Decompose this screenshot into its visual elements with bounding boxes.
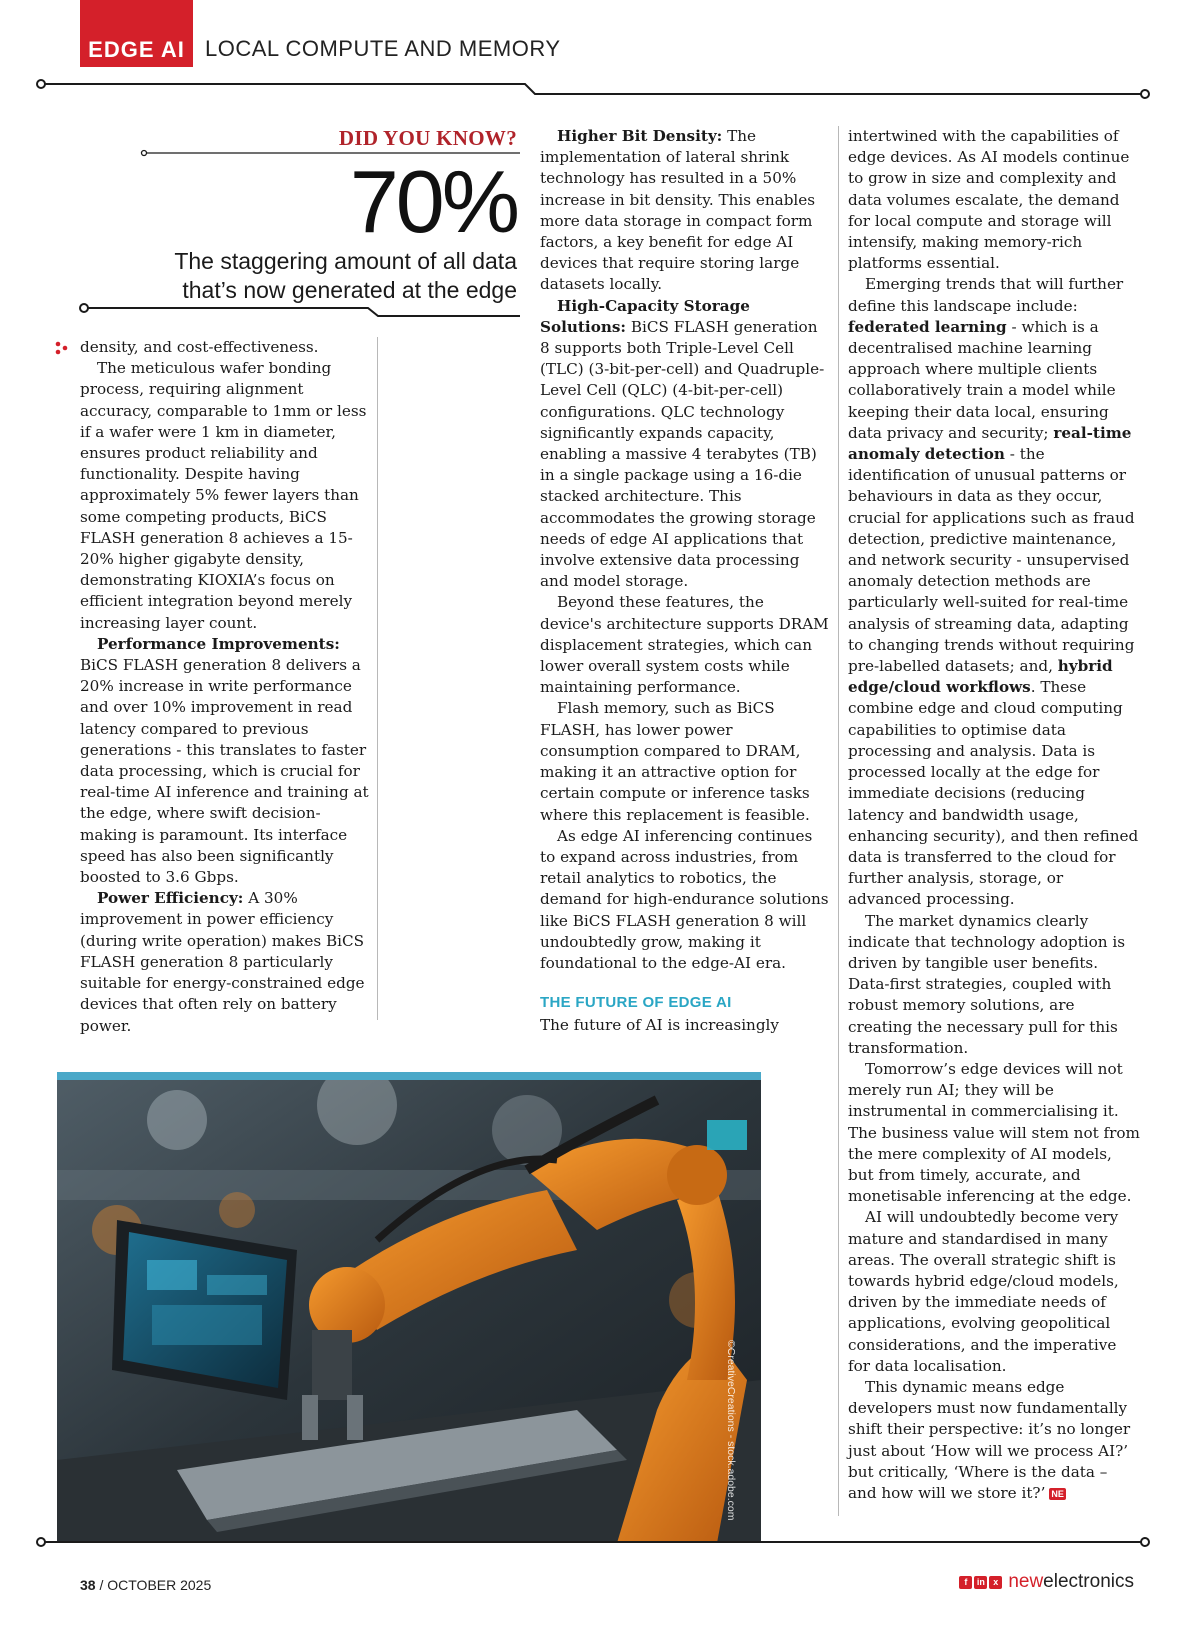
paragraph-body: - which is a decentralised machine learning approach where multiple clients collaboratively train a model while keeping their data local, ensuring data privacy and security; (848, 317, 1116, 442)
paragraph-body: This dynamic means edge developers must now fundamentally shift their perspective: it’s no longer just about ‘How will we process AI?’ but critically, ‘Where is the data – and how will we store it?’ (848, 1377, 1131, 1502)
publication-brand (959, 1571, 1134, 1593)
paragraph-heading: Power Efficiency: (97, 889, 244, 908)
paragraph-body: A 30% improvement in power efficiency (during write operation) makes BiCS FLASH generation 8 particularly suitable for energy-constrained edge devices that often rely on battery power. (80, 889, 365, 1035)
article-column-2 (540, 126, 830, 1037)
bottom-rule (0, 1535, 1200, 1549)
issue-date: OCTOBER 2025 (107, 1577, 212, 1593)
photo-credit: ©CreativeCreations - stock.adobe.com (725, 1340, 737, 1521)
paragraph: density, and cost-effectiveness. (80, 338, 319, 356)
paragraph-body: - the identification of unusual patterns or behaviours in data as they occur, crucial for applications such as fraud detection, predictive maintenance, and network security - unsupervised anomaly detection methods are particularly well-suited for real-time analysis of streaming data, adapting to changing trends without requiring pre-labelled datasets; and, (848, 445, 1135, 676)
paragraph (848, 1377, 1140, 1504)
facebook-icon: f (959, 1576, 972, 1589)
article-column-3 (848, 126, 1140, 1504)
subheading: THE FUTURE OF EDGE AI (540, 994, 732, 1012)
paragraph-body: BiCS FLASH generation 8 supports both Triple-Level Cell (TLC) (3-bit-per-cell) and Quadruple-Level Cell (QLC) (4-bit-per-cell) configurations. QLC technology significantly expands capacity, enabling a massive 4 terabytes (TB) in a single package using a 16-die stacked architecture. This accommodates the growing storage needs of edge AI applications that involve extensive data processing and model storage. (540, 317, 825, 591)
key-term: hybrid edge/cloud workflows (848, 657, 1113, 697)
paragraph: Beyond these features, the device's architecture supports DRAM displacement strategies, which can lower overall system costs while maintaining performance. (540, 593, 829, 697)
paragraph-heading: High-Capacity Storage Solutions: (540, 296, 750, 336)
article-column-1 (80, 337, 370, 1037)
paragraph (540, 296, 830, 593)
paragraph-heading: Higher Bit Density: (557, 127, 723, 145)
paragraph: intertwined with the capabilities of edge devices. As AI models continue to grow in size and complexity and data volumes escalate, the demand for local compute and storage will intensify, making memory-rich platforms essential. (848, 127, 1130, 273)
page-number: 38 (80, 1577, 96, 1593)
folio-separator: / (95, 1577, 108, 1593)
paragraph (848, 274, 1140, 910)
brand-wordmark (1008, 1571, 1134, 1593)
paragraph-body: The implementation of lateral shrink technology has resulted in a 50% increase in bit density. This enables more data storage in compact form factors, a key benefit for edge AI devices that require storing large datasets locally. (540, 127, 816, 294)
continuation-dots-icon (55, 341, 69, 355)
brand-prefix: new (1008, 1571, 1044, 1592)
callout-rule-bottom (78, 300, 520, 320)
paragraph: The future of AI is increasingly (540, 1016, 779, 1035)
paragraph: AI will undoubtedly become very mature and standardised in many areas. The overall strategic shift is towards hybrid edge/cloud models, driven by the immediate needs of applications, evolving geopolitical considerations, and the imperative for data localisation. (848, 1208, 1119, 1375)
paragraph: As edge AI inferencing continues to expand across industries, from retail analytics to robotics, the demand for high-endurance solutions like BiCS FLASH generation 8 will undoubtedly grow, making it foundational to the edge-AI era. (540, 826, 829, 972)
paragraph-body: BiCS FLASH generation 8 delivers a 20% increase in write performance and over 10% improvement in read latency compared to previous generations - this translates to faster data processing, which is crucial for real-time AI inference and training at the edge, where swift decision-making is paramount. Its interface speed has also been significantly boosted to 3.6 Gbps. (80, 656, 369, 887)
callout-stat: 70% (349, 152, 517, 251)
column-divider (838, 126, 839, 1516)
paragraph-body: Emerging trends that will further define this landscape include: (848, 275, 1124, 315)
paragraph (80, 634, 370, 888)
top-rule (0, 0, 1200, 100)
paragraph: The meticulous wafer bonding process, requiring alignment accuracy, comparable to 1mm or less if a wafer were 1 km in diameter, ensures product reliability and functionality. Despite having approximately 5% fewer layers than some competing products, BiCS FLASH generation 8 achieves a 15-20% higher gigabyte density, demonstrating KIOXIA’s focus on efficient integration beyond merely increasing layer count. (80, 359, 367, 632)
x-icon: x (989, 1576, 1002, 1589)
paragraph: The market dynamics clearly indicate that technology adoption is driven by tangible user benefits. Data-first strategies, coupled with robust memory solutions, are creating the necessary pull for this transformation. (848, 911, 1126, 1057)
key-term: federated learning (848, 317, 1007, 336)
end-of-article-icon: NE (1051, 1489, 1064, 1499)
did-you-know-callout (0, 0, 1, 1)
paragraph: Flash memory, such as BiCS FLASH, has lower power consumption compared to DRAM, making it an attractive option for certain compute or inference tasks where this replacement is feasible. (540, 699, 810, 824)
linkedin-icon: in (974, 1576, 987, 1589)
section-tag: EDGE AI (80, 0, 193, 67)
paragraph (80, 888, 370, 1036)
key-term: real-time anomaly detection (848, 423, 1132, 464)
paragraph-heading: Performance Improvements: (97, 634, 340, 653)
page-folio (80, 1577, 211, 1593)
paragraph-body: . These combine edge and cloud computing capabilities to optimise data processing and analysis. Data is processed locally at the edge for immediate decisions (reducing latency and bandwidth usage, enhancing security), and then refined data is transferred to the cloud for further analysis, storage, or advanced processing. (848, 678, 1139, 909)
robot-arm-photo (57, 1080, 761, 1543)
callout-caption: The staggering amount of all data that’s now generated at the edge (174, 248, 517, 303)
brand-suffix: electronics (1043, 1571, 1134, 1592)
paragraph: Tomorrow’s edge devices will not merely run AI; they will be instrumental in commercialising it. The business value will stem not from the mere complexity of AI models, but from timely, accurate, and monetisable inferencing at the edge. (848, 1059, 1140, 1206)
callout-label: DID YOU KNOW? (338, 126, 517, 150)
paragraph (540, 126, 830, 296)
column-divider (377, 337, 378, 1020)
section-title: LOCAL COMPUTE AND MEMORY (205, 36, 561, 61)
